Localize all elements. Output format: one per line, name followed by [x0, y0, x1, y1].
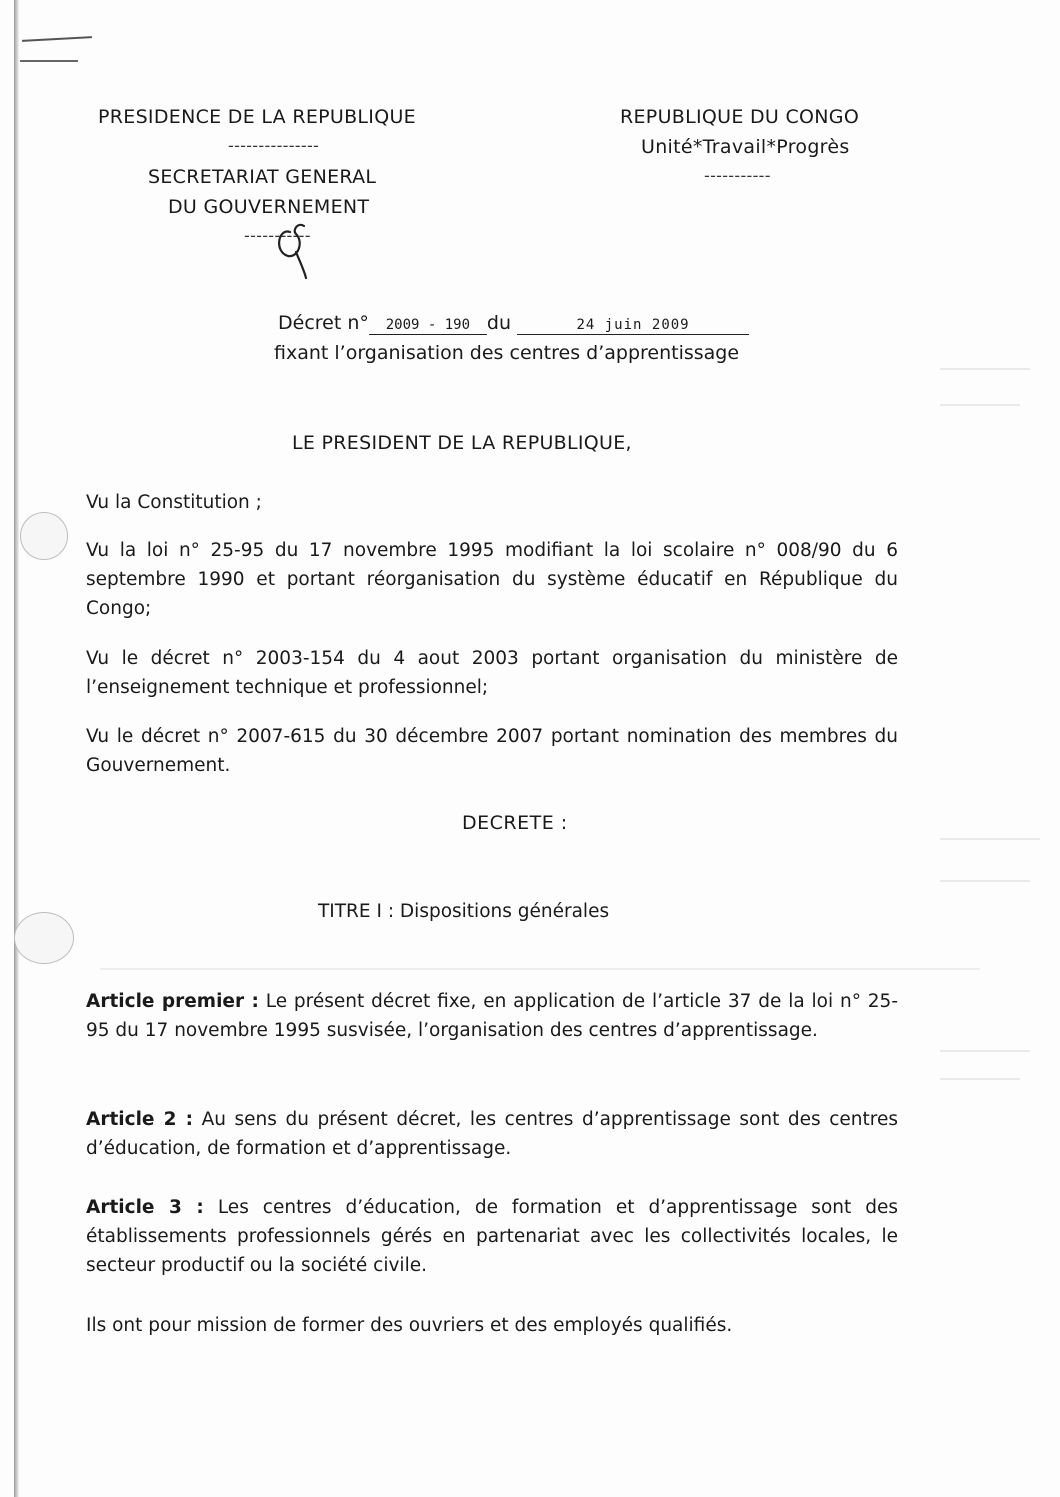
decree-date: 24 juin 2009: [517, 317, 749, 335]
article-paragraph: [86, 1193, 898, 1280]
decree-prefix: Décret n°: [278, 312, 369, 334]
bleed-through-mark: [940, 880, 1030, 882]
header-separator: ---------------: [228, 136, 320, 155]
decrete-heading: DECRETE :: [462, 812, 568, 834]
visa-paragraph: Vu le décret n° 2007-615 du 30 décembre 2007 portant nomination des membres du Gouvernement.: [86, 726, 898, 776]
bleed-through-mark: [940, 404, 1020, 406]
article-text: Les centres d’éducation, de formation et d’apprentissage sont des établissements professionnels gérés en partenariat avec les collectivités locales, le secteur productif ou la société civile.: [86, 1197, 898, 1276]
visa-paragraph: Vu la loi n° 25-95 du 17 novembre 1995 modifiant la loi scolaire n° 008/90 du 6 septembre 1990 et portant réorganisation du système éducatif en République du Congo;: [86, 540, 898, 619]
decree-subtitle: fixant l’organisation des centres d’apprentissage: [274, 342, 740, 364]
bleed-through-mark: [940, 1050, 1030, 1052]
header-separator: -----------: [704, 166, 771, 185]
punch-hole: [14, 912, 74, 964]
header-separator: -----------: [244, 226, 311, 245]
scan-mark: [22, 36, 92, 42]
decree-number: 2009 - 190: [369, 317, 487, 335]
national-motto: Unité*Travail*Progrès: [641, 136, 850, 158]
handwritten-initials: [268, 212, 328, 282]
bleed-through-mark: [940, 368, 1030, 370]
scan-mark: [20, 60, 78, 62]
bleed-through-mark: [100, 968, 980, 970]
article-text: Le présent décret fixe, en application de l’article 37 de la loi n° 25-95 du 17 novembre 1995 susvisée, l’organisation des centres d’apprentissage.: [86, 991, 898, 1041]
visa-paragraph: Vu la Constitution ;: [86, 492, 262, 513]
issuer-presidency: PRESIDENCE DE LA REPUBLIQUE: [98, 106, 416, 128]
article-paragraph: [86, 987, 898, 1045]
punch-hole: [20, 512, 68, 560]
titre-heading: TITRE I : Dispositions générales: [318, 901, 610, 922]
scan-edge: [14, 0, 19, 1497]
decree-reference: [278, 312, 749, 335]
president-heading: LE PRESIDENT DE LA REPUBLIQUE,: [292, 432, 632, 454]
issuer-government: DU GOUVERNEMENT: [168, 196, 370, 218]
article-label: Article premier :: [86, 991, 259, 1012]
issuer-secretariat: SECRETARIAT GENERAL: [148, 166, 377, 188]
article-text: Au sens du présent décret, les centres d’apprentissage sont des centres d’éducation, de formation et d’apprentissage.: [86, 1109, 898, 1159]
article-paragraph: [86, 1105, 898, 1163]
closing-paragraph: Ils ont pour mission de former des ouvriers et des employés qualifiés.: [86, 1315, 733, 1336]
visa-paragraph: Vu le décret n° 2003-154 du 4 aout 2003 portant organisation du ministère de l’enseignement technique et professionnel;: [86, 648, 898, 698]
article-label: Article 2 :: [86, 1109, 193, 1130]
article-label: Article 3 :: [86, 1197, 204, 1218]
bleed-through-mark: [940, 838, 1040, 840]
bleed-through-mark: [940, 1078, 1020, 1080]
country-name: REPUBLIQUE DU CONGO: [620, 106, 860, 128]
decree-du-label: du: [486, 312, 511, 334]
